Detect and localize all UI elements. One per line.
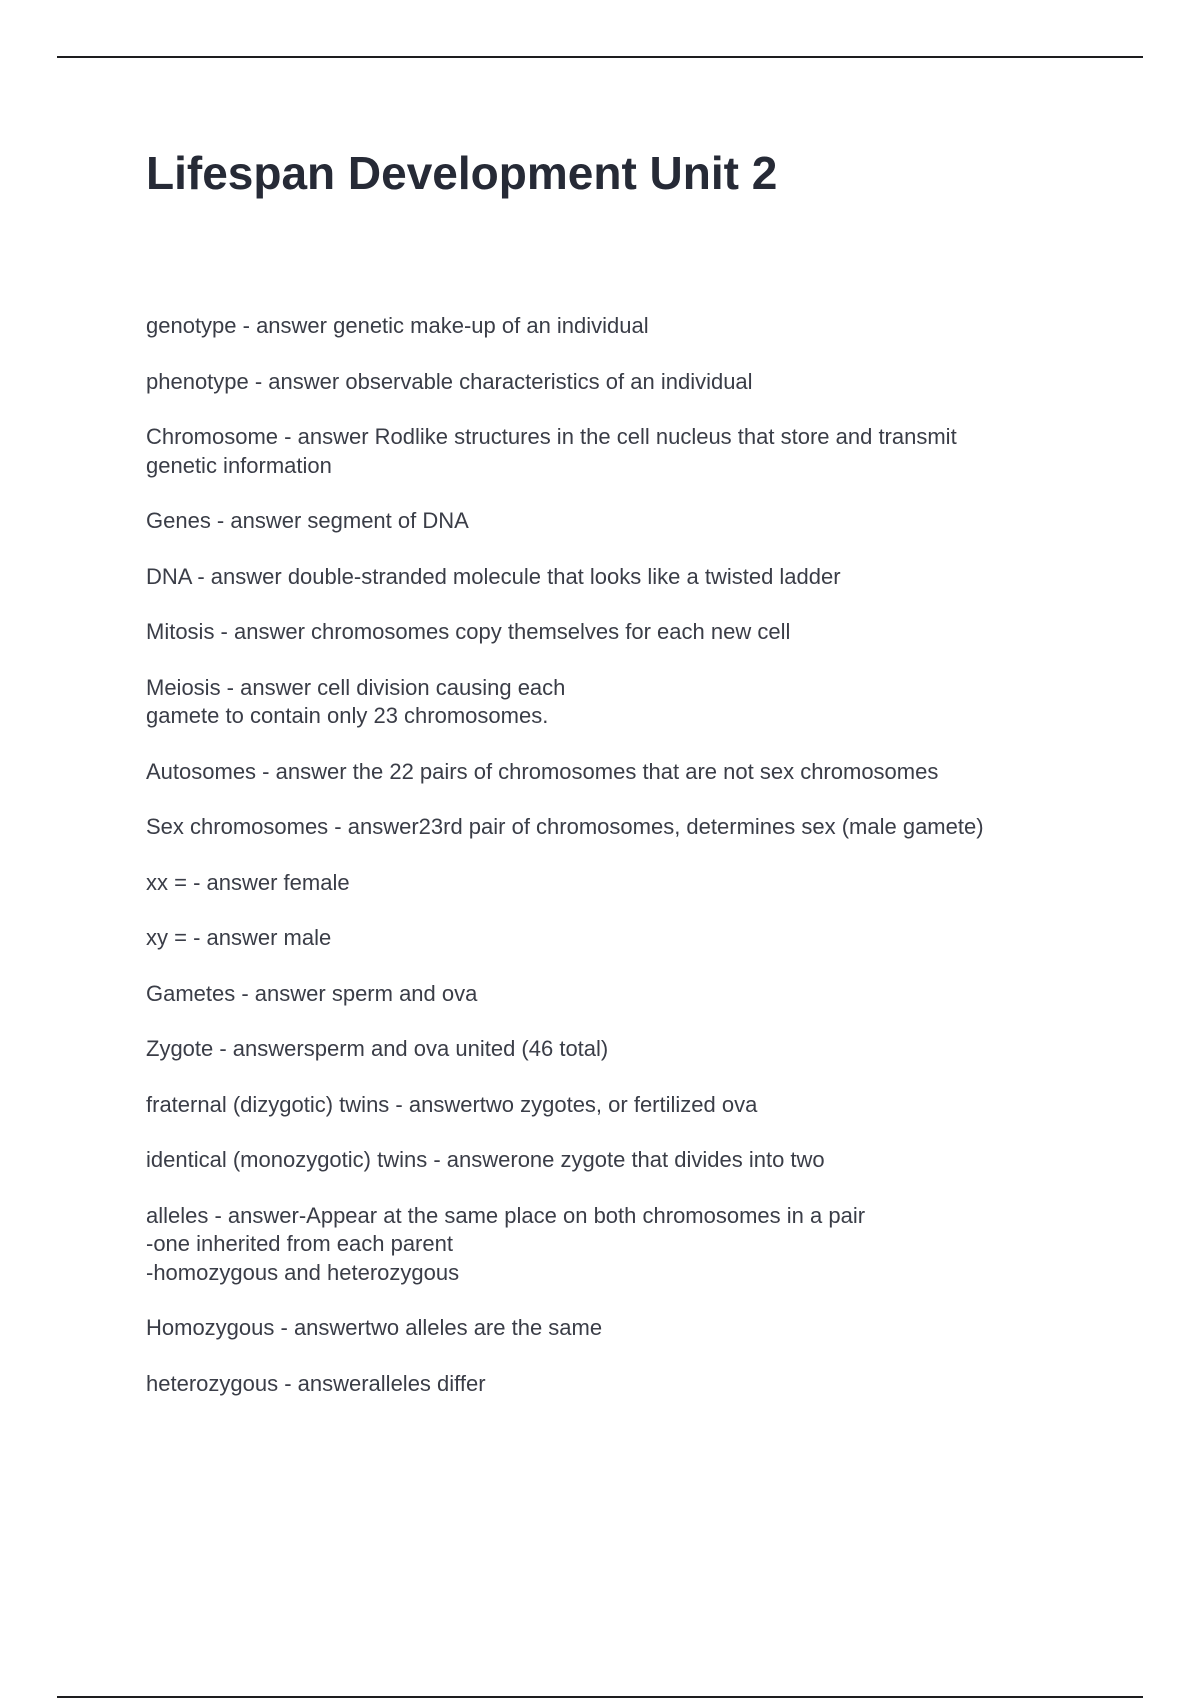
entry-zygote: Zygote - answersperm and ova united (46 total): [146, 1036, 609, 1061]
entry-dna: DNA - answer double-stranded molecule that looks like a twisted ladder: [146, 563, 841, 589]
entry-alleles: alleles - answer-Appear at the same place on both chromosomes in a pair -one inherited from each parent -homozygous and heterozygous: [146, 1202, 866, 1285]
entry-sex-chromosomes: Sex chromosomes - answer23rd pair of chromosomes, determines sex (male gamete): [146, 814, 984, 839]
entry-xx: xx = - answer female: [146, 869, 350, 895]
entry-xy: xy = - answer male: [146, 925, 332, 950]
entry-homozygous: Homozygous - answertwo alleles are the same: [146, 1315, 603, 1340]
entry-identical-twins: identical (monozygotic) twins - answerone zygote that divides into two: [146, 1147, 825, 1172]
entry-fraternal-twins: fraternal (dizygotic) twins - answertwo zygotes, or fertilized ova: [146, 1091, 758, 1117]
entry-genes: Genes - answer segment of DNA: [146, 508, 469, 533]
top-rule: [57, 56, 1143, 58]
entry-heterozygous: heterozygous - answeralleles differ: [146, 1370, 486, 1396]
entry-mitosis: Mitosis - answer chromosomes copy themselves for each new cell: [146, 619, 791, 644]
entry-autosomes: Autosomes - answer the 22 pairs of chromosomes that are not sex chromosomes: [146, 758, 939, 784]
entry-phenotype: phenotype - answer observable characteristics of an individual: [146, 368, 753, 394]
flashcard-list: [146, 312, 1146, 1425]
entry-meiosis: Meiosis - answer cell division causing each gamete to contain only 23 chromosomes.: [146, 674, 566, 728]
page-title: Lifespan Development Unit 2: [146, 147, 778, 199]
entry-gametes: Gametes - answer sperm and ova: [146, 980, 478, 1006]
entry-genotype: genotype - answer genetic make-up of an individual: [146, 313, 649, 338]
bottom-rule: [57, 1696, 1143, 1698]
entry-chromosome: Chromosome - answer Rodlike structures in the cell nucleus that store and transmit genetic information: [146, 424, 957, 478]
